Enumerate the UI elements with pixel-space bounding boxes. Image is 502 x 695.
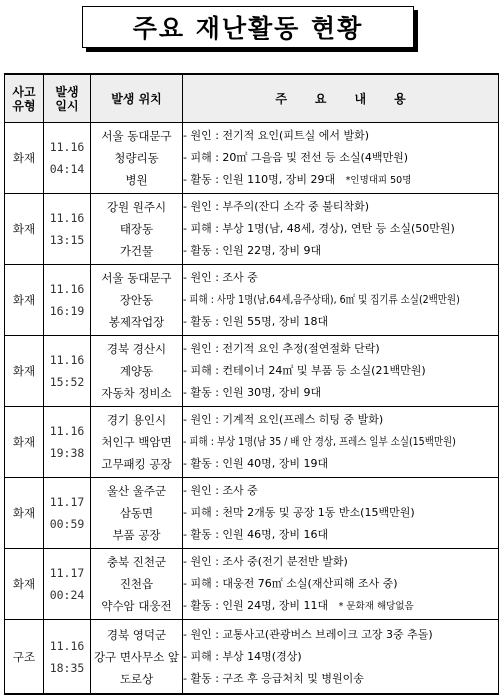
cause-line: - 원인 : 부주의(잔디 소각 중 불티착화): [183, 200, 370, 213]
location-cell: 서울 동대문구 장안동 봉제작업장: [91, 265, 183, 336]
header-location: 발생 위치: [91, 74, 183, 123]
activity-note: * 문화재 해당없음: [338, 601, 414, 612]
time-text: 13:15: [49, 233, 85, 247]
activity-line: - 활동 : 인원 55명, 장비 18대: [183, 315, 329, 328]
time-text: 04:14: [49, 162, 85, 176]
incident-type-cell: 구조: [5, 620, 44, 695]
cause-line: - 원인 : 교통사고(관광버스 브레이크 고장 3중 추돌): [183, 627, 433, 641]
occurrence-time-cell: [44, 620, 91, 695]
details-cell: [183, 407, 499, 478]
occurrence-time-cell: [44, 549, 91, 620]
damage-line: - 피해 : 부상 1명(남 35 / 배 안 경상, 프레스 일부 소실(15백만원): [183, 435, 456, 448]
damage-line: - 피해 : 컨테이너 24㎡ 및 부품 등 소실(21백만원): [183, 364, 426, 377]
time-text: 00:24: [49, 588, 85, 602]
table-row: [5, 478, 499, 549]
incident-type-cell: 화재: [5, 407, 44, 478]
activity-line: - 활동 : 인원 24명, 장비 11대 * 문화재 해당없음: [183, 599, 414, 612]
date-text: 11.16: [49, 424, 85, 438]
date-text: 11.16: [49, 353, 85, 367]
activity-line: - 활동 : 인원 110명, 장비 29대 *인명대피 50명: [183, 173, 412, 186]
details-cell: [183, 194, 499, 265]
date-text: 11.17: [49, 566, 85, 580]
date-text: 11.16: [49, 282, 85, 296]
occurrence-time-cell: [44, 265, 91, 336]
incident-type-cell: 화재: [5, 123, 44, 194]
damage-line: - 피해 : 사망 1명(남,64세,음주상태), 6㎡ 및 집기류 소실(2백만원): [183, 293, 460, 306]
table-row: [5, 336, 499, 407]
date-text: 11.16: [49, 638, 85, 653]
table-row: [5, 194, 499, 265]
time-text: 00:59: [49, 517, 85, 531]
details-cell: [183, 549, 499, 620]
location-cell: 경북 영덕군 강구 면사무소 앞 도로상: [91, 620, 183, 695]
header-occurrence-time: 발생 일시: [44, 74, 91, 123]
activity-line: - 활동 : 인원 46명, 장비 16대: [183, 528, 329, 541]
table-row: [5, 620, 499, 695]
table-row: [5, 549, 499, 620]
table-row: [5, 407, 499, 478]
details-cell: [183, 123, 499, 194]
damage-line: - 피해 : 부상 1명(남, 48세, 경상), 연탄 등 소실(50만원): [183, 222, 455, 235]
time-text: 15:52: [49, 375, 85, 389]
header-main-content: 주 요 내 용: [183, 74, 499, 123]
occurrence-time-cell: [44, 478, 91, 549]
location-cell: 서울 동대문구 청량리동 병원: [91, 123, 183, 194]
date-text: 11.16: [49, 211, 85, 225]
date-text: 11.17: [49, 495, 85, 509]
cause-line: - 원인 : 조사 중: [183, 271, 258, 284]
occurrence-time-cell: [44, 123, 91, 194]
date-text: 11.16: [49, 140, 85, 154]
occurrence-time-cell: [44, 336, 91, 407]
page-title: 주요 재난활동 현황: [82, 6, 414, 48]
location-cell: 경북 경산시 계양동 자동차 정비소: [91, 336, 183, 407]
cause-line: - 원인 : 기계적 요인(프레스 히팅 중 발화): [183, 413, 384, 426]
activity-note: *인명대피 50명: [345, 175, 412, 186]
table-row: [5, 123, 499, 194]
cause-line: - 원인 : 전기적 요인 추정(절연절화 단락): [183, 342, 380, 355]
details-cell: [183, 336, 499, 407]
activity-line: - 활동 : 인원 40명, 장비 19대: [183, 457, 329, 470]
incident-type-cell: 화재: [5, 549, 44, 620]
location-cell: 경기 용인시 처인구 백암면 고무패킹 공장: [91, 407, 183, 478]
details-cell: [183, 478, 499, 549]
incident-type-cell: 화재: [5, 336, 44, 407]
incident-type-cell: 화재: [5, 478, 44, 549]
header-incident-type: 사고 유형: [5, 74, 44, 123]
details-cell: [183, 265, 499, 336]
cause-line: - 원인 : 전기적 요인(피트실 에서 발화): [183, 129, 370, 142]
incident-type-cell: 화재: [5, 265, 44, 336]
damage-line: - 피해 : 20㎡ 그을음 및 전선 등 소실(4백만원): [183, 151, 408, 164]
table-row: [5, 265, 499, 336]
cause-line: - 원인 : 조사 중(전기 분전반 발화): [183, 555, 348, 568]
time-text: 18:35: [49, 660, 85, 675]
damage-line: - 피해 : 천막 2개동 및 공장 1동 반소(15백만원): [183, 506, 415, 519]
activity-line: - 활동 : 인원 30명, 장비 9대: [183, 386, 322, 399]
occurrence-time-cell: [44, 194, 91, 265]
location-cell: 강원 원주시 태장동 가건물: [91, 194, 183, 265]
location-cell: 충북 진천군 진천읍 약수암 대웅전: [91, 549, 183, 620]
activity-line: - 활동 : 구조 후 응급처치 및 병원이송: [183, 671, 364, 685]
occurrence-time-cell: [44, 407, 91, 478]
damage-line: - 피해 : 부상 14명(경상): [183, 649, 302, 663]
time-text: 16:19: [49, 304, 85, 318]
table-header-row: [5, 74, 499, 123]
activity-line: - 활동 : 인원 22명, 장비 9대: [183, 244, 322, 257]
disaster-activity-table: [4, 73, 499, 695]
damage-line: - 피해 : 대웅전 76㎡ 소실(재산피해 조사 중): [183, 577, 398, 590]
incident-type-cell: 화재: [5, 194, 44, 265]
cause-line: - 원인 : 조사 중: [183, 484, 258, 497]
details-cell: [183, 620, 499, 695]
time-text: 19:38: [49, 446, 85, 460]
location-cell: 울산 울주군 삼동면 부품 공장: [91, 478, 183, 549]
